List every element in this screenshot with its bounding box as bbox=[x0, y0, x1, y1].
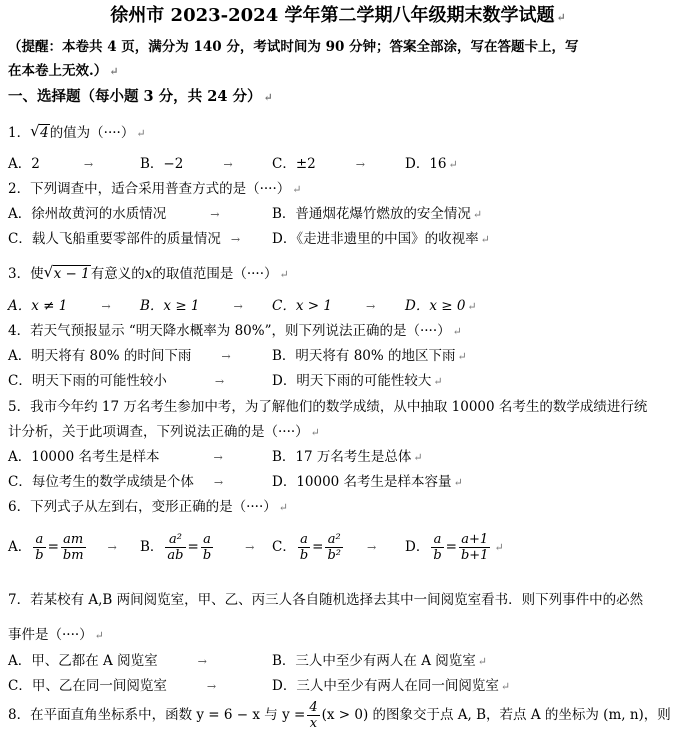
denominator: b bbox=[35, 548, 44, 563]
option-text: A．10000 名考生是样本 bbox=[8, 449, 160, 465]
option-text: D．《走进非遗里的中国》的收视率 bbox=[272, 231, 479, 247]
denominator: b bbox=[433, 548, 442, 563]
notice-text-2: 在本卷上无效.） bbox=[8, 63, 108, 79]
question-2-option-a bbox=[8, 205, 219, 224]
tab-arrow-icon: → bbox=[223, 158, 233, 171]
option-text: B．17 万名考生是总体 bbox=[272, 449, 412, 465]
exam-title bbox=[0, 4, 676, 30]
tab-arrow-icon: → bbox=[367, 541, 377, 554]
paragraph-mark: ↵ bbox=[556, 11, 566, 24]
question-4-option-b bbox=[272, 347, 467, 366]
notice-line-1 bbox=[8, 38, 579, 56]
paragraph-mark: ↵ bbox=[500, 680, 511, 693]
question-3-stem bbox=[8, 265, 289, 284]
numerator: 4 bbox=[309, 700, 318, 715]
question-1-option-a bbox=[8, 155, 93, 174]
question-6-stem bbox=[8, 498, 288, 517]
option-text: C．载人飞船重要零部件的质量情况 bbox=[8, 231, 221, 247]
option-text: D．16 bbox=[405, 156, 447, 172]
section-text: 一、选择题（每小题 3 分，共 24 分） bbox=[8, 88, 262, 105]
numerator: a bbox=[298, 532, 310, 548]
denominator: ab bbox=[167, 548, 184, 563]
paragraph-mark: ↵ bbox=[413, 451, 423, 464]
question-5-stem-1 bbox=[8, 398, 647, 416]
question-6-option-c: C． $\frac{a}{b}$ = $\frac{\text{a²}}{\text{b²}}$ → bbox=[272, 532, 377, 563]
question-number: 1． bbox=[8, 125, 31, 141]
option-label: D． bbox=[405, 539, 430, 555]
numerator: a+1 bbox=[459, 532, 491, 548]
paragraph-mark: ↵ bbox=[310, 426, 320, 439]
paragraph-mark: ↵ bbox=[480, 233, 490, 246]
fraction bbox=[33, 532, 45, 563]
numerator: a² bbox=[325, 532, 343, 548]
tab-arrow-icon: → bbox=[365, 300, 376, 313]
paragraph-mark: ↵ bbox=[278, 501, 288, 514]
question-8-stem bbox=[8, 700, 671, 731]
paragraph-mark: ↵ bbox=[472, 208, 483, 221]
numerator: am bbox=[61, 532, 86, 548]
option-text: D．明天下雨的可能性较大 bbox=[272, 373, 432, 389]
tab-arrow-icon: → bbox=[210, 208, 220, 221]
radical-sign: √ bbox=[30, 122, 40, 140]
tab-arrow-icon: → bbox=[245, 541, 255, 554]
option-text: B．三人中至少有两人在 A 阅览室 bbox=[272, 653, 476, 669]
title-text: 徐州市 2023-2024 学年第二学期八年级期末数学试题 bbox=[110, 5, 555, 26]
radical-sign: √ bbox=[43, 263, 54, 281]
question-4-option-c bbox=[8, 372, 224, 391]
fraction bbox=[298, 532, 310, 563]
paragraph-mark: ↵ bbox=[448, 158, 458, 171]
option-text: D．10000 名考生是样本容量 bbox=[272, 474, 452, 490]
option-text: C．±2 bbox=[272, 156, 316, 172]
question-3-option-d bbox=[405, 297, 477, 316]
fraction bbox=[201, 532, 213, 563]
paragraph-mark: ↵ bbox=[452, 325, 462, 338]
stem-text: 的值为（····） bbox=[49, 125, 135, 141]
numerator: a bbox=[33, 532, 45, 548]
question-4-option-d bbox=[272, 372, 443, 391]
numerator: a bbox=[201, 532, 213, 548]
question-7-stem-1 bbox=[8, 591, 643, 609]
stem-text: 6．下列式子从左到右，变形正确的是（····） bbox=[8, 499, 277, 515]
paragraph-mark: ↵ bbox=[109, 65, 119, 78]
numerator: a bbox=[431, 532, 443, 548]
notice-line-2 bbox=[8, 62, 118, 81]
question-7-stem-2 bbox=[8, 626, 104, 645]
sqrt-expression bbox=[30, 124, 50, 142]
stem-text: 事件是（····） bbox=[8, 627, 93, 643]
option-text: C．明天下雨的可能性较小 bbox=[8, 373, 167, 389]
radicand: x − 1 bbox=[53, 266, 90, 282]
stem-text: 7．若某校有 A,B 两间阅览室，甲、乙、丙三人各自随机选择去其中一间阅览室看书．则下列事件中的必然 bbox=[8, 592, 644, 608]
option-text: C．甲、乙在同一间阅览室 bbox=[8, 678, 167, 694]
paragraph-mark: ↵ bbox=[279, 268, 289, 281]
section-heading bbox=[8, 88, 273, 107]
paragraph-mark: ↵ bbox=[292, 183, 302, 196]
paragraph-mark: ↵ bbox=[136, 127, 146, 140]
question-7-option-b bbox=[272, 652, 487, 671]
radicand: 4 bbox=[40, 125, 49, 141]
tab-arrow-icon: → bbox=[83, 158, 94, 171]
question-3-option-a bbox=[8, 297, 111, 316]
question-5-option-a bbox=[8, 448, 223, 467]
question-6-option-d: D． $\frac{a}{b}$ = $\frac{a+1}{b+1}$ ↵ bbox=[405, 532, 504, 563]
paragraph-mark: ↵ bbox=[94, 629, 104, 642]
option-text: B．−2 bbox=[140, 156, 184, 172]
question-2-option-c bbox=[8, 230, 240, 249]
fraction bbox=[431, 532, 443, 563]
denominator: x bbox=[309, 716, 318, 731]
option-text: B．普通烟花爆竹燃放的安全情况 bbox=[272, 206, 471, 222]
question-2-option-d bbox=[272, 230, 490, 249]
paragraph-mark: ↵ bbox=[477, 655, 487, 668]
tab-arrow-icon: → bbox=[213, 476, 224, 489]
question-number: 3．使 bbox=[8, 266, 44, 282]
option-text: A．x ≠ 1 bbox=[8, 298, 68, 314]
option-text: B．明天将有 80% 的地区下雨 bbox=[272, 348, 456, 364]
fraction bbox=[307, 700, 319, 731]
question-3-option-c bbox=[272, 297, 375, 316]
stem-text: 8．在平面直角坐标系中，函数 y = 6 − x 与 y = bbox=[8, 707, 306, 723]
question-1-option-c bbox=[272, 155, 365, 174]
tab-arrow-icon: → bbox=[233, 300, 243, 313]
paragraph-mark: ↵ bbox=[433, 375, 443, 388]
option-text: D．x ≥ 0 bbox=[405, 298, 466, 314]
question-5-option-d bbox=[272, 473, 463, 492]
tab-arrow-icon: → bbox=[197, 655, 207, 668]
stem-text: 有意义的 bbox=[90, 266, 145, 282]
question-5-stem-2 bbox=[8, 423, 320, 442]
question-4-stem bbox=[8, 322, 462, 341]
variable: x bbox=[144, 266, 153, 282]
tab-arrow-icon: → bbox=[213, 451, 223, 464]
stem-text: 4．若天气预报显示 “明天降水概率为 80%”，则下列说法正确的是（····） bbox=[8, 323, 451, 339]
fraction bbox=[61, 532, 86, 563]
question-1-stem bbox=[8, 124, 146, 143]
sqrt-expression bbox=[44, 265, 91, 283]
question-4-option-a bbox=[8, 347, 231, 366]
question-1-option-b bbox=[140, 155, 233, 174]
option-text: A．徐州故黄河的水质情况 bbox=[8, 206, 167, 222]
tab-arrow-icon: → bbox=[230, 233, 241, 246]
option-text: D．三人中至少有两人在同一间阅览室 bbox=[272, 678, 499, 694]
option-label: A． bbox=[8, 539, 32, 555]
tab-arrow-icon: → bbox=[355, 158, 365, 171]
question-5-option-c bbox=[8, 473, 223, 492]
paragraph-mark: ↵ bbox=[467, 300, 477, 313]
question-6-option-b: B． $\frac{\text{a²}}{ab}$ = $\frac{a}{b}$ → bbox=[140, 532, 255, 563]
question-2-stem bbox=[8, 180, 301, 199]
question-7-option-a bbox=[8, 652, 207, 671]
stem-text: 2．下列调查中，适合采用普查方式的是（····） bbox=[8, 181, 291, 197]
tab-arrow-icon: → bbox=[206, 680, 217, 693]
question-1-option-d bbox=[405, 155, 458, 174]
tab-arrow-icon: → bbox=[107, 541, 117, 554]
option-text: C．x > 1 bbox=[272, 298, 332, 314]
question-2-option-b bbox=[272, 205, 482, 224]
denominator: b² bbox=[327, 548, 342, 563]
option-text: A．甲、乙都在 A 阅览室 bbox=[8, 653, 158, 669]
paragraph-mark: ↵ bbox=[457, 350, 467, 363]
stem-text: 5．我市今年约 17 万名考生参加中考，为了解他们的数学成绩，从中抽取 10000 名考生的数学成绩进行统 bbox=[8, 399, 648, 415]
fraction bbox=[325, 532, 343, 563]
paragraph-mark: ↵ bbox=[453, 476, 463, 489]
question-5-option-b bbox=[272, 448, 423, 467]
stem-text: 计分析，关于此项调查，下列说法正确的是（····） bbox=[8, 424, 309, 440]
paragraph-mark: ↵ bbox=[263, 91, 273, 104]
question-3-option-b bbox=[140, 297, 243, 316]
stem-text-end: (x > 0) 的图象交于点 A, B，若点 A 的坐标为 (m, n)，则 bbox=[321, 707, 671, 723]
numerator: a² bbox=[165, 532, 185, 548]
option-text: B．x ≥ 1 bbox=[140, 298, 200, 314]
tab-arrow-icon: → bbox=[101, 300, 111, 313]
denominator: b bbox=[202, 548, 212, 563]
fraction bbox=[165, 532, 185, 563]
paragraph-mark: ↵ bbox=[494, 541, 504, 554]
denominator: b bbox=[299, 548, 309, 563]
denominator: b+1 bbox=[460, 548, 489, 563]
option-text: C．每位考生的数学成绩是个体 bbox=[8, 474, 194, 490]
option-label: C． bbox=[272, 539, 296, 555]
option-label: B． bbox=[140, 539, 164, 555]
option-text: A．2 bbox=[8, 156, 40, 172]
fraction bbox=[459, 532, 491, 563]
tab-arrow-icon: → bbox=[214, 375, 225, 388]
stem-text-end: 的取值范围是（····） bbox=[152, 266, 278, 282]
denominator: bm bbox=[62, 548, 84, 563]
question-7-option-d bbox=[272, 677, 510, 696]
tab-arrow-icon: → bbox=[221, 350, 231, 363]
option-text: A．明天将有 80% 的时间下雨 bbox=[8, 348, 192, 364]
question-6-option-a: A． $\frac{a}{b}$ = $\frac{am}{bm}$ → bbox=[8, 532, 117, 563]
notice-text-1: （提醒：本卷共 4 页，满分为 140 分，考试时间为 90 分钟；答案全部涂，写在答题卡上，写 bbox=[8, 39, 579, 55]
question-7-option-c bbox=[8, 677, 216, 696]
